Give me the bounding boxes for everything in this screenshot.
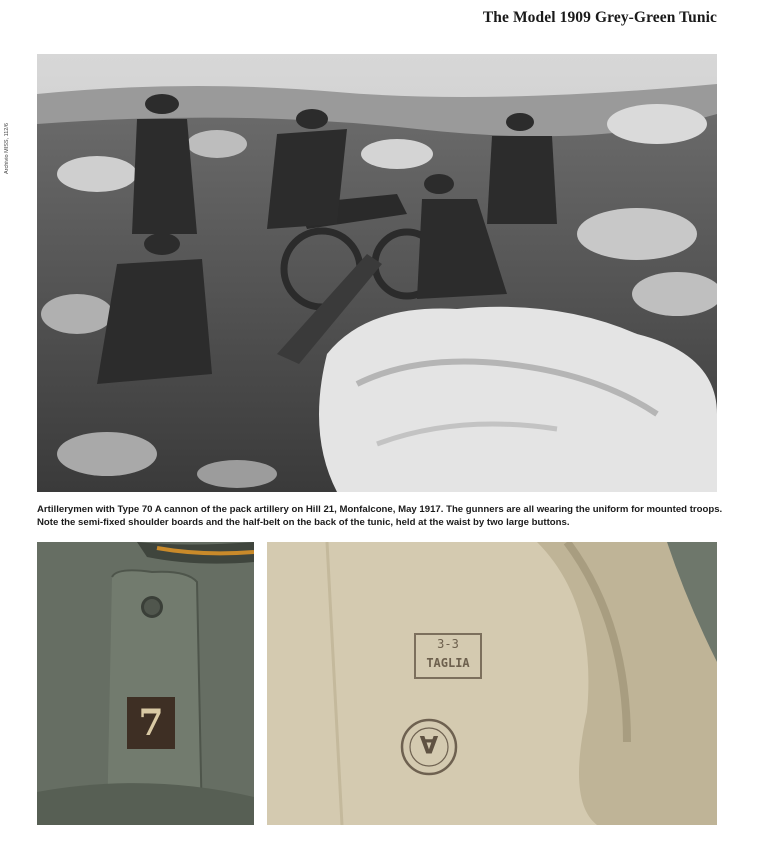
artillerymen-photo (37, 54, 717, 492)
size-stamp-line2: TAGLIA (426, 656, 470, 670)
photo-credit: Archivio MISS, 112/6 (4, 123, 10, 174)
size-stamp-line1: 3-3 (437, 637, 459, 651)
tunic-lining-photo (267, 542, 717, 825)
page-title: The Model 1909 Grey-Green Tunic (482, 9, 717, 26)
badge-number: 7 (138, 702, 164, 744)
shoulder-board-photo (37, 542, 254, 825)
round-stamp: A (419, 730, 439, 758)
photo-caption: Artillerymen with Type 70 A cannon of the pack artillery on Hill 21, Monfalcone, May 1917. The gunners are all wearing the uniform for mounted troops. Note the semi-fixed shoulder boards and the half-belt on the back of the tunic, held at the waist by two large buttons. (37, 504, 723, 528)
